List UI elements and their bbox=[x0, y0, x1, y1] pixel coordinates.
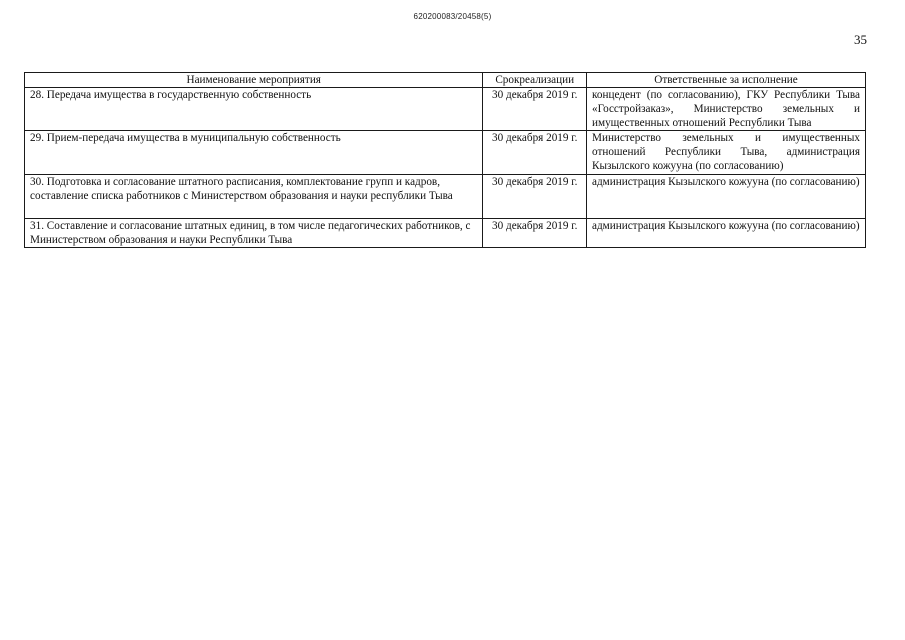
activity-cell: 28. Передача имущества в государственную собственность bbox=[25, 88, 483, 131]
activity-cell: 31. Составление и согласование штатных единиц, в том числе педагогических работников, с Министерством образования и науки Республики Тыва bbox=[25, 219, 483, 248]
responsible-cell: Министерство земельных и имущественных отношений Республики Тыва, администрация Кызылского кожууна (по согласованию) bbox=[587, 131, 866, 175]
column-header-deadline: Срокреализации bbox=[483, 73, 587, 88]
responsible-cell: концедент (по согласованию), ГКУ Республики Тыва «Госстройзаказ», Министерство земельных и имущественных отношений Республики Тыва bbox=[587, 88, 866, 131]
deadline-cell: 30 декабря 2019 г. bbox=[483, 88, 587, 131]
document-code: 620200083/20458(5) bbox=[413, 12, 492, 21]
table-row bbox=[25, 219, 866, 248]
activity-cell: 29. Прием-передача имущества в муниципальную собственность bbox=[25, 131, 483, 175]
table-row bbox=[25, 175, 866, 219]
responsible-cell: администрация Кызылского кожууна (по согласованию) bbox=[587, 219, 866, 248]
activities-table bbox=[24, 72, 866, 248]
deadline-cell: 30 декабря 2019 г. bbox=[483, 219, 587, 248]
column-header-activity: Наименование мероприятия bbox=[25, 73, 483, 88]
activity-cell: 30. Подготовка и согласование штатного расписания, комплектование групп и кадров, составление списка работников с Министерством образования и науки республики Тыва bbox=[25, 175, 483, 219]
table-row bbox=[25, 131, 866, 175]
column-header-responsible: Ответственные за исполнение bbox=[587, 73, 866, 88]
page-number: 35 bbox=[854, 32, 867, 47]
deadline-cell: 30 декабря 2019 г. bbox=[483, 175, 587, 219]
deadline-cell: 30 декабря 2019 г. bbox=[483, 131, 587, 175]
table-row bbox=[25, 88, 866, 131]
table-header-row bbox=[25, 73, 866, 88]
responsible-cell: администрация Кызылского кожууна (по согласованию) bbox=[587, 175, 866, 219]
